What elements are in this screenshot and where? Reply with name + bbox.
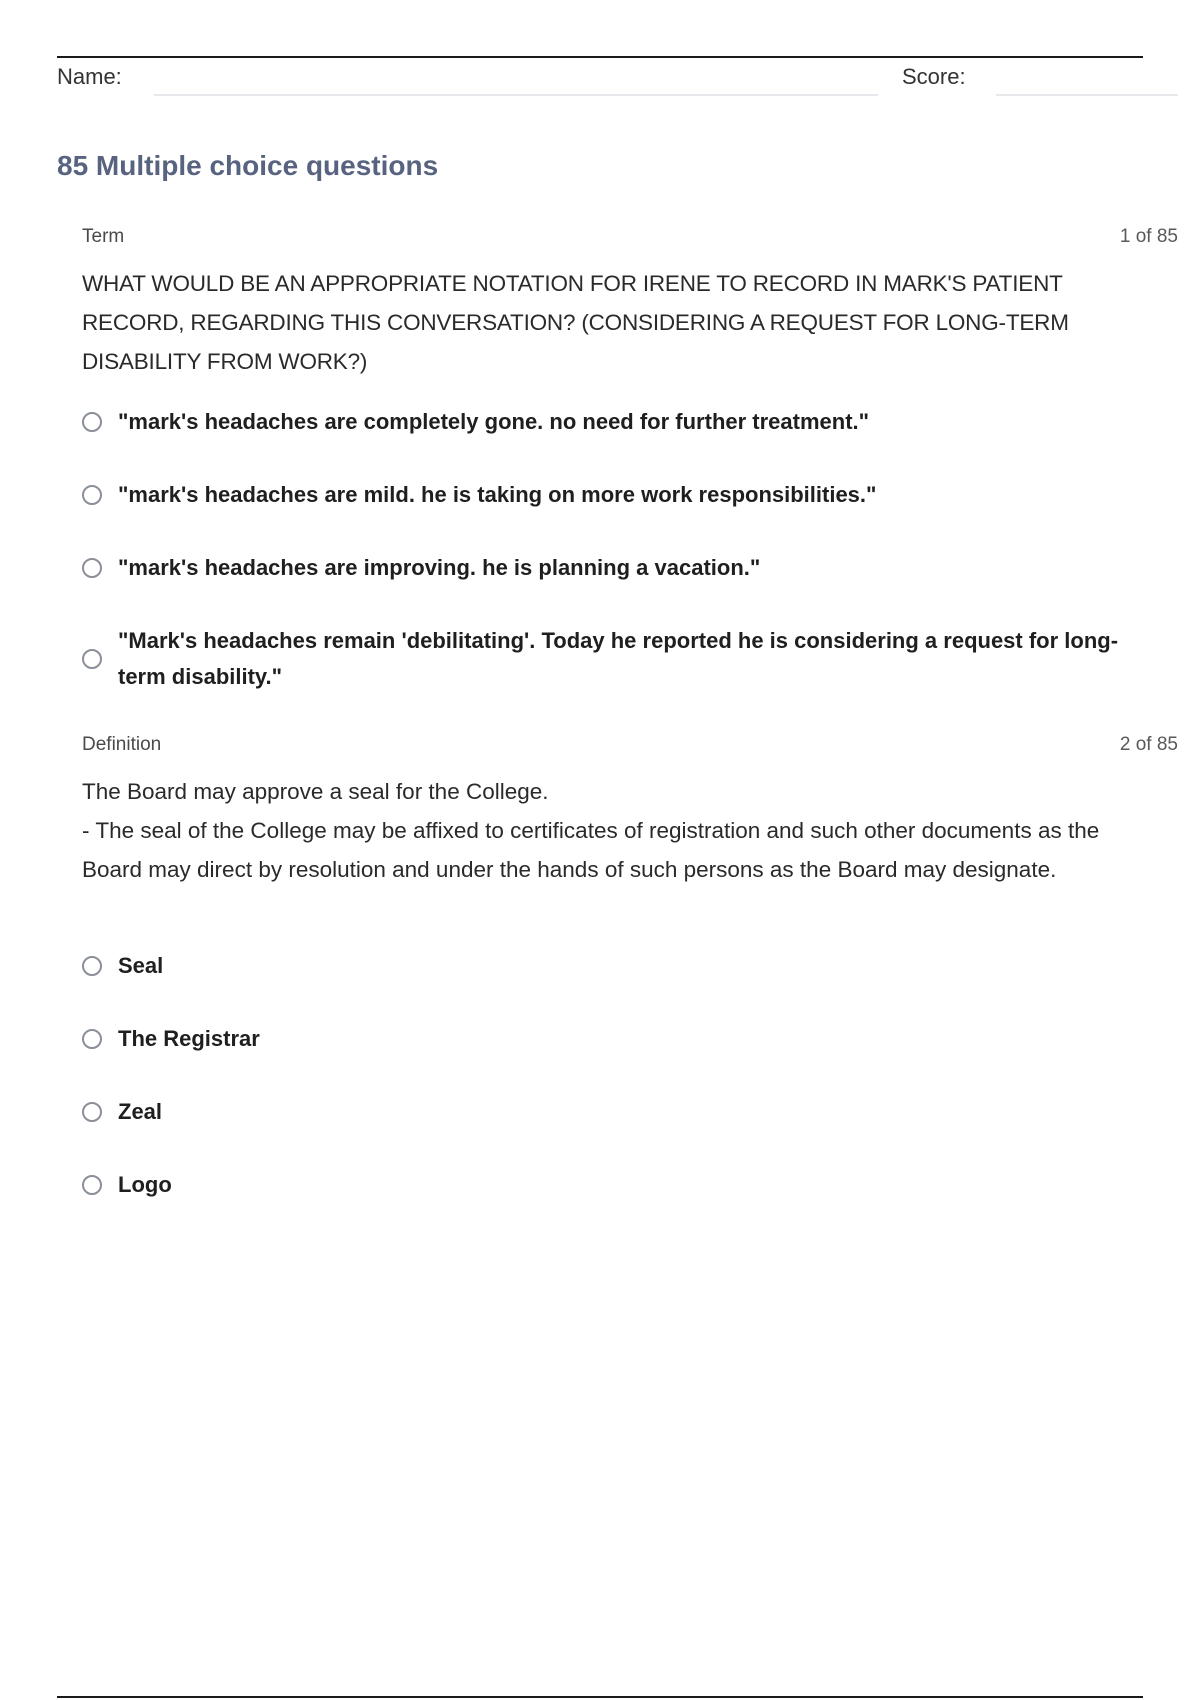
answer-option-label: "mark's headaches are mild. he is taking on more work responsibilities." [118,482,877,507]
question-prompt: WHAT WOULD BE AN APPROPRIATE NOTATION FOR IRENE TO RECORD IN MARK'S PATIENT RECORD, REGARDING THIS CONVERSATION? (CONSIDERING A REQUEST FOR LONG-TERM DISABILITY FROM WORK?) [82,271,1069,374]
answer-option[interactable] [82,948,1148,984]
radio-button[interactable] [82,649,102,669]
question-prompt [82,772,1142,889]
question-counter: 2 of 85 [1119,734,1178,755]
answer-option-label: "mark's headaches are improving. he is planning a vacation." [118,555,761,580]
answer-option[interactable] [82,477,1148,513]
question-1 [82,226,1178,689]
answer-option-label: "Mark's headaches remain 'debilitating'. Today he reported he is considering a request for long-term disability." [118,628,1119,689]
score-label: Score: [902,64,966,89]
answer-option[interactable] [82,1094,1148,1130]
question-type: Term [82,226,125,247]
page-title: 85 Multiple choice questions [57,150,439,181]
answer-option-label: "mark's headaches are completely gone. no need for further treatment." [118,409,870,434]
bottom-rule [57,1696,1143,1698]
radio-button[interactable] [82,485,102,505]
radio-button[interactable] [82,1102,102,1122]
answer-option-label: Logo [118,1172,172,1197]
name-field[interactable] [154,94,878,96]
name-label: Name: [57,64,122,89]
question-counter: 1 of 85 [1119,226,1178,247]
question-prompt-line: The Board may approve a seal for the College. [82,779,549,804]
radio-button[interactable] [82,956,102,976]
radio-button[interactable] [82,558,102,578]
top-rule [57,56,1143,58]
radio-button[interactable] [82,1029,102,1049]
answer-option[interactable] [82,404,1148,440]
answer-option[interactable] [82,550,1148,586]
answer-option[interactable] [82,1167,1148,1203]
answer-option-label: Seal [118,953,164,978]
answer-option-label: Zeal [118,1099,163,1124]
question-2 [82,734,1178,1197]
radio-button[interactable] [82,412,102,432]
score-field[interactable] [996,94,1178,96]
answer-option[interactable] [82,623,1148,695]
question-prompt-line: - The seal of the College may be affixed to certificates of registration and such other documents as the Board may direct by resolution and under the hands of such persons as the Board may designate. [82,818,1100,882]
question-type: Definition [82,734,162,755]
answer-option[interactable] [82,1021,1148,1057]
answer-option-label: The Registrar [118,1026,260,1051]
radio-button[interactable] [82,1175,102,1195]
